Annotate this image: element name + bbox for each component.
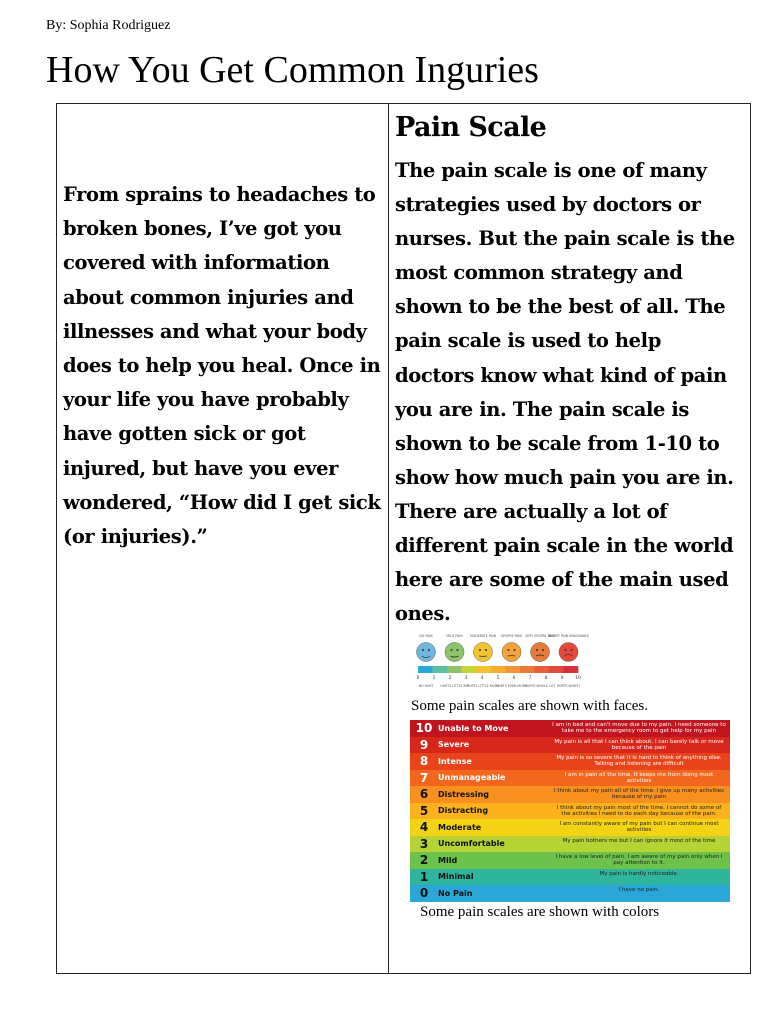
gradient-segment	[476, 666, 491, 673]
scale-level-number: 0	[419, 886, 429, 901]
scale-level-label: Distressing	[438, 789, 490, 799]
scale-number: 0	[416, 676, 420, 681]
scale-level-number: 10	[415, 721, 433, 736]
scale-level-description: I am in bed and can't move due to my pain. I need someone to take me to the emergency room to get help for my pain	[552, 722, 726, 735]
color-scale-row	[410, 885, 730, 902]
scale-number: 5	[496, 676, 500, 681]
color-scale-row	[410, 852, 730, 869]
faces-top-label: WORST PAIN IMAGINABLE	[548, 634, 589, 638]
gradient-segment	[462, 666, 477, 673]
scale-level-number: 2	[419, 853, 429, 868]
scale-level-number: 8	[419, 754, 429, 769]
color-scale-row	[410, 836, 730, 853]
scale-level-number: 5	[419, 803, 429, 818]
faces-bottom-label: HURTS LITTLE BIT	[440, 684, 469, 688]
scale-number: 6	[512, 676, 516, 681]
scale-number: 7	[528, 676, 532, 681]
faces-bottom-label: HURTS EVEN MORE	[496, 684, 527, 688]
author-byline: By: Sophia Rodriguez	[46, 18, 171, 33]
scale-level-description: My pain is so severe that it is hard to think of anything else. Talking and listening are difficult	[556, 755, 722, 768]
content-table	[56, 103, 751, 974]
scale-level-description: I have no pain.	[618, 887, 660, 894]
scale-number: 4	[480, 676, 484, 681]
scale-level-number: 7	[419, 770, 429, 785]
faces-scale-caption: Some pain scales are shown with faces.	[411, 698, 649, 714]
scale-number: 9	[560, 676, 564, 681]
gradient-segment	[447, 666, 462, 673]
faces-bottom-label: HURTS LITTLE MORE	[466, 684, 500, 688]
faces-pain-scale-image	[414, 632, 589, 694]
pain-scale-heading: Pain Scale	[395, 112, 547, 143]
color-scale-row	[410, 720, 730, 737]
gradient-segment	[520, 666, 535, 673]
pain-face-icon	[474, 643, 493, 662]
scale-level-label: Severe	[438, 740, 470, 750]
gradient-segment	[433, 666, 448, 673]
scale-level-label: Unmanageable	[438, 773, 506, 783]
scale-level-number: 9	[419, 737, 429, 752]
scale-number: 2	[448, 676, 452, 681]
scale-level-number: 1	[419, 869, 429, 884]
color-scale-row	[410, 869, 730, 886]
scale-level-number: 3	[419, 836, 429, 851]
faces-top-label: MILD PAIN	[446, 634, 463, 638]
scale-level-label: No Pain	[438, 888, 473, 898]
color-scale-row	[410, 803, 730, 820]
intro-paragraph: From sprains to headaches to broken bones, I’ve got you covered with information about common injuries and illnesses and what your body does to help you heal. Once in your life you have probably have gotten sick or got injured, but have you ever wondered, “How did I get sick (or injuries).”	[63, 183, 381, 549]
scale-level-label: Intense	[438, 756, 472, 766]
scale-number: 8	[544, 676, 548, 681]
scale-level-description: I am constantly aware of my pain but I can continue most activities	[559, 821, 719, 834]
faces-top-label: MODERATE PAIN	[470, 634, 496, 638]
pain-face-icon	[417, 643, 436, 662]
color-scale-row	[410, 786, 730, 803]
gradient-segment	[563, 666, 578, 673]
pain-face-icon	[445, 643, 464, 662]
scale-level-description: I have a low level of pain. I am aware of my pain only when I pay attention to it.	[555, 854, 723, 867]
faces-top-label: SEVERE PAIN	[501, 634, 522, 638]
scale-level-description: My pain is hardly noticeable.	[599, 870, 679, 877]
scale-level-label: Mild	[438, 855, 458, 865]
color-scale-row	[410, 770, 730, 787]
scale-level-number: 4	[419, 820, 429, 835]
color-scale-caption: Some pain scales are shown with colors	[420, 904, 660, 920]
pain-face-icon	[559, 643, 578, 662]
faces-top-label: VERY SEVERE PAIN	[525, 634, 555, 638]
scale-level-label: Moderate	[438, 822, 482, 832]
gradient-segment	[549, 666, 564, 673]
gradient-segment	[505, 666, 520, 673]
scale-level-description: I am in pain all the time. It keeps me from doing most activities	[564, 771, 714, 784]
color-scale-row	[410, 819, 730, 836]
scale-number: 1	[432, 676, 436, 681]
gradient-segment	[418, 666, 433, 673]
pain-scale-paragraph: The pain scale is one of many strategies used by doctors or nurses. But the pain scale is the most common strategy and shown to be the best of all. The pain scale is used to help doctors know what kind of pain you are in. The pain scale is shown to be scale from 1-10 to show how much pain you are in. There are actually a lot of different pain scale in the world here are some of the main used ones.	[395, 159, 735, 626]
scale-level-description: My pain bothers me but I can ignore it most of the time	[562, 837, 716, 844]
faces-bottom-label: HURTS WHOLE LOT	[524, 684, 556, 688]
faces-top-label: NO PAIN	[419, 634, 433, 638]
scale-level-label: Minimal	[438, 872, 474, 882]
column-divider	[388, 104, 389, 973]
pain-face-icon	[531, 643, 550, 662]
scale-level-label: Uncomfortable	[438, 839, 505, 849]
scale-level-number: 6	[419, 787, 429, 802]
scale-number: 10	[575, 676, 581, 681]
scale-number: 3	[464, 676, 468, 681]
faces-bottom-label: HURTS WORST	[556, 684, 581, 688]
scale-level-label: Unable to Move	[438, 723, 509, 733]
pain-face-icon	[502, 643, 521, 662]
gradient-segment	[534, 666, 549, 673]
color-scale-row	[410, 753, 730, 770]
color-pain-scale-image	[410, 720, 730, 902]
faces-bottom-label: NO HURT	[418, 684, 434, 688]
gradient-segment	[491, 666, 506, 673]
page-title: How You Get Common Ingurіes	[46, 49, 539, 91]
scale-level-description: I think about my pain all of the time. I give up many activities because of my pain	[554, 788, 724, 801]
scale-level-description: My pain is all that I can think about. I can barely talk or move because of the pain	[554, 738, 724, 751]
scale-level-description: I think about my pain most of the time. I cannot do some of the activities I need to do each day because of the pain.	[556, 804, 722, 817]
scale-level-label: Distracting	[438, 806, 489, 816]
color-scale-row	[410, 737, 730, 754]
